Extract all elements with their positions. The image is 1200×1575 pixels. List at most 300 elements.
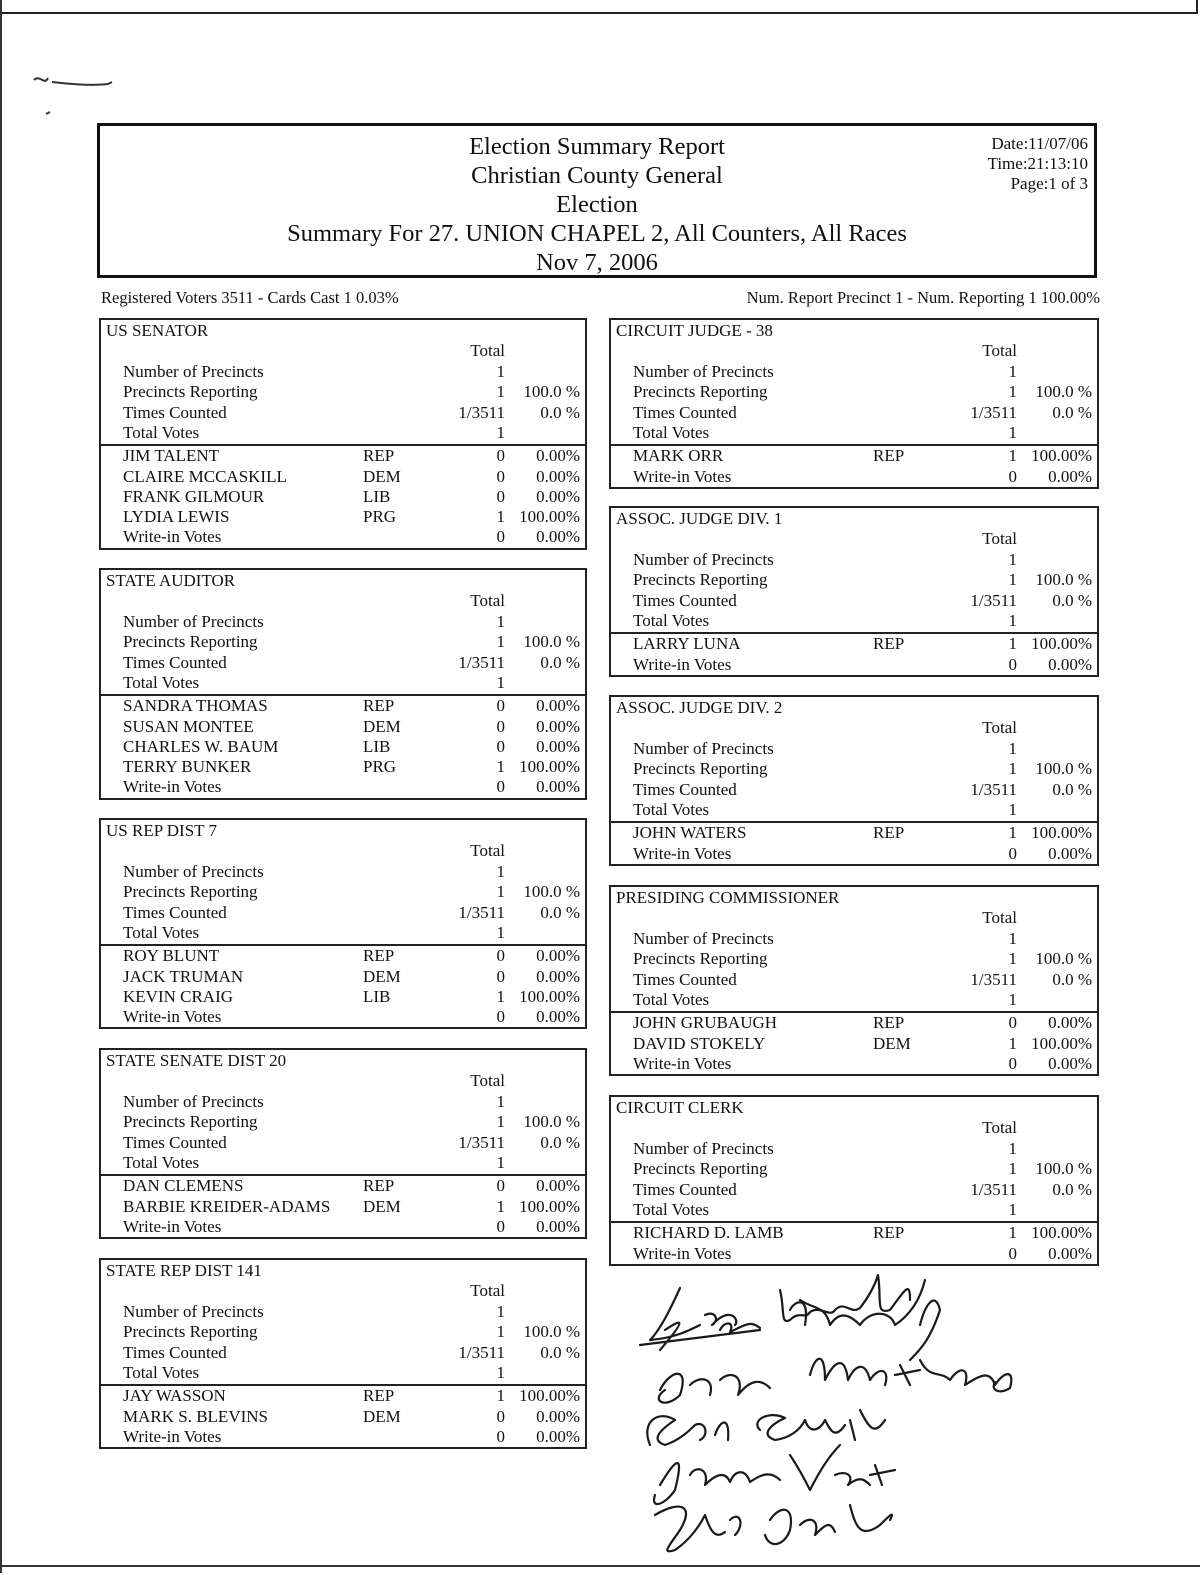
candidate-row [611,1244,1097,1264]
candidate-percent: 0.00% [536,716,580,736]
candidate-name: JACK TRUMAN [123,966,244,986]
stat-label: Precincts Reporting [123,1322,258,1342]
stat-label: Total Votes [123,922,200,942]
candidate-row [101,987,585,1007]
stat-value: 1 [1008,989,1017,1009]
candidate-percent: 100.00% [519,507,580,527]
stat-row [611,423,1097,443]
stat-value: 1/3511 [970,590,1017,610]
stat-row [611,611,1097,631]
candidate-name: ROY BLUNT [123,946,220,966]
candidate-votes: 1 [1008,1033,1017,1053]
stat-value: 1 [1008,799,1017,819]
race-title: US SENATOR [106,321,209,340]
candidate-percent: 0.00% [1048,843,1092,863]
stat-value: 1 [496,1362,505,1382]
candidate-row [611,1223,1097,1243]
candidate-votes: 0 [1008,1243,1017,1263]
candidate-name: SUSAN MONTEE [123,716,254,736]
race-title: PRESIDING COMMISSIONER [616,888,840,907]
stat-value: 1 [496,362,505,381]
stat-percent: 0.0 % [540,1342,580,1362]
stat-value: 1 [1008,362,1017,381]
signature-block [620,1270,1040,1570]
stat-percent: 100.0 % [1035,949,1092,969]
stat-value: 1 [496,882,505,902]
stat-label: Number of Precincts [633,362,774,381]
report-meta [988,134,1088,194]
total-column-header: Total [470,341,505,360]
stat-label: Total Votes [123,1152,200,1172]
candidate-name: LYDIA LEWIS [123,507,230,527]
candidate-party: REP [873,823,905,843]
candidate-party: DEM [363,1196,401,1216]
candidate-percent: 0.00% [536,1216,580,1236]
stat-row [101,423,585,443]
candidate-party: REP [363,946,395,966]
candidate-row [611,1013,1097,1033]
stat-value: 1/3511 [458,1342,505,1362]
stat-label: Times Counted [123,902,227,922]
candidate-row [101,507,585,527]
race-box [99,318,587,550]
candidate-percent: 0.00% [1048,1243,1092,1263]
stat-percent: 0.0 % [1052,969,1092,989]
stat-row [101,1153,585,1173]
candidate-party: LIB [363,986,391,1006]
stat-label: Precincts Reporting [123,1112,258,1132]
stat-row [101,362,585,382]
total-column-header: Total [470,591,505,610]
reporting-summary: Num. Report Precinct 1 - Num. Reporting 1 100.00% [746,288,1100,307]
candidate-percent: 100.00% [1031,634,1092,654]
stat-value: 1 [496,1152,505,1172]
candidate-votes: 1 [1008,1223,1017,1243]
stat-value: 1 [496,612,505,631]
candidate-party: LIB [363,486,391,506]
page-frame-top [0,0,1198,14]
candidate-row [101,1386,585,1406]
candidate-name: BARBIE KREIDER-ADAMS [123,1196,331,1216]
candidate-row [101,467,585,487]
race-title: CIRCUIT CLERK [616,1098,744,1117]
stat-value: 1/3511 [970,779,1017,799]
stat-label: Precincts Reporting [633,382,768,402]
candidate-percent: 100.00% [1031,446,1092,466]
candidate-name: Write-in Votes [123,527,222,547]
candidate-row [611,1034,1097,1054]
title-line: Election [556,191,638,218]
candidate-party: REP [363,1386,395,1406]
candidate-party: REP [873,634,905,654]
stat-label: Times Counted [633,969,737,989]
stat-label: Total Votes [633,422,710,442]
title-line: Nov 7, 2006 [536,249,658,276]
candidate-row [101,1217,585,1237]
race-title: US REP DIST 7 [106,821,217,840]
candidate-votes: 0 [496,446,505,466]
stat-value: 1/3511 [458,1132,505,1152]
candidate-percent: 0.00% [536,527,580,547]
candidate-percent: 0.00% [1048,1053,1092,1073]
stat-label: Number of Precincts [123,1092,264,1111]
race-box [609,318,1099,489]
stat-value: 1 [1008,929,1017,948]
candidate-row [101,967,585,987]
candidate-name: TERRY BUNKER [123,757,252,777]
candidate-row [101,777,585,797]
stat-label: Precincts Reporting [123,632,258,652]
report-time: Time:21:13:10 [987,154,1088,173]
stat-percent: 0.0 % [540,1132,580,1152]
candidate-votes: 0 [1008,843,1017,863]
candidate-percent: 100.00% [519,986,580,1006]
candidate-row [101,757,585,777]
stat-label: Total Votes [633,610,710,630]
candidate-name: CLAIRE MCCASKILL [123,466,287,486]
stat-percent: 100.0 % [523,382,580,402]
stat-row [611,591,1097,611]
candidate-party: DEM [363,716,401,736]
stat-row [611,550,1097,570]
stat-value: 1/3511 [458,402,505,422]
title-line: Christian County General [471,162,723,189]
candidate-votes: 0 [496,1007,505,1027]
stat-row [101,1133,585,1153]
candidate-percent: 0.00% [536,777,580,797]
candidate-party: PRG [363,757,397,777]
stat-value: 1 [1008,949,1017,969]
candidate-votes: 0 [496,777,505,797]
candidate-percent: 100.00% [1031,823,1092,843]
candidate-percent: 100.00% [1031,1033,1092,1053]
candidate-percent: 0.00% [1048,466,1092,486]
stat-percent: 0.0 % [1052,779,1092,799]
stat-row [611,570,1097,590]
stat-row [101,1112,585,1132]
stat-label: Times Counted [123,402,227,422]
stat-row [611,970,1097,990]
candidate-row [611,446,1097,466]
candidate-party: LIB [363,736,391,756]
stat-value: 1 [496,382,505,402]
stat-row [101,653,585,673]
stat-label: Precincts Reporting [633,1159,768,1179]
candidate-name: MARK S. BLEVINS [123,1406,268,1426]
stat-label: Number of Precincts [633,550,774,569]
title-line: Election Summary Report [469,133,725,160]
stat-row [101,403,585,423]
stat-row [101,1322,585,1342]
stat-row [101,382,585,402]
candidate-row [611,655,1097,675]
candidate-percent: 0.00% [536,466,580,486]
stat-percent: 100.0 % [523,1112,580,1132]
stat-label: Times Counted [633,402,737,422]
stat-value: 1 [1008,422,1017,442]
candidate-name: Write-in Votes [633,654,732,674]
candidate-votes: 1 [496,1196,505,1216]
candidate-percent: 0.00% [536,946,580,966]
stat-row [101,673,585,693]
candidate-votes: 1 [496,1386,505,1406]
candidate-name: JOHN GRUBAUGH [633,1013,778,1033]
stat-percent: 100.0 % [1035,1159,1092,1179]
stat-value: 1/3511 [970,1179,1017,1199]
stat-label: Number of Precincts [123,862,264,881]
stat-row [611,1180,1097,1200]
stat-row [611,759,1097,779]
stat-label: Number of Precincts [633,929,774,948]
candidate-row [101,717,585,737]
stat-row [101,862,585,882]
candidate-name: JAY WASSON [123,1386,226,1406]
stat-value: 1 [496,1302,505,1321]
candidate-row [611,467,1097,487]
candidate-votes: 0 [1008,1013,1017,1033]
race-box [609,506,1099,677]
candidate-party: REP [363,446,395,466]
candidate-percent: 0.00% [536,1176,580,1196]
candidate-votes: 0 [496,527,505,547]
candidate-row [611,844,1097,864]
candidate-votes: 1 [1008,634,1017,654]
stat-row [611,780,1097,800]
candidate-row [101,946,585,966]
stat-value: 1 [1008,1139,1017,1158]
candidate-name: Write-in Votes [633,466,732,486]
candidate-votes: 0 [496,486,505,506]
candidate-name: Write-in Votes [123,1216,222,1236]
candidate-row [101,527,585,547]
title-line: Summary For 27. UNION CHAPEL 2, All Counters, All Races [287,220,907,247]
candidate-row [101,696,585,716]
stat-percent: 100.0 % [523,1322,580,1342]
candidate-party: DEM [363,466,401,486]
race-title: STATE REP DIST 141 [106,1261,262,1280]
stat-value: 1 [496,922,505,942]
candidate-percent: 0.00% [536,696,580,716]
candidate-name: JOHN WATERS [633,823,747,843]
candidate-votes: 0 [496,966,505,986]
candidate-party: DEM [363,1406,401,1426]
candidate-votes: 0 [496,1216,505,1236]
stat-label: Times Counted [123,1342,227,1362]
stat-value: 1 [496,1112,505,1132]
report-page: Page:1 of 3 [1010,174,1088,193]
stat-percent: 100.0 % [1035,570,1092,590]
candidate-party: REP [873,446,905,466]
race-title: ASSOC. JUDGE DIV. 2 [616,698,783,717]
candidate-name: Write-in Votes [633,1053,732,1073]
race-box [609,885,1099,1076]
candidate-name: Write-in Votes [123,1007,222,1027]
stat-row [101,1363,585,1383]
candidate-percent: 0.00% [536,1406,580,1426]
candidate-votes: 1 [1008,823,1017,843]
candidate-votes: 1 [1008,446,1017,466]
stat-percent: 0.0 % [1052,590,1092,610]
stat-label: Times Counted [123,652,227,672]
candidate-votes: 0 [496,696,505,716]
stat-percent: 0.0 % [540,402,580,422]
stat-label: Precincts Reporting [633,570,768,590]
stat-label: Total Votes [123,422,200,442]
stat-percent: 100.0 % [523,882,580,902]
total-column-header: Total [982,341,1017,360]
total-column-header: Total [470,841,505,860]
stat-percent: 100.0 % [523,632,580,652]
stat-row [611,929,1097,949]
stat-row [611,403,1097,423]
candidate-percent: 0.00% [536,1007,580,1027]
candidate-percent: 0.00% [536,486,580,506]
stat-row [611,800,1097,820]
stat-row [101,903,585,923]
candidate-name: Write-in Votes [123,1426,222,1446]
stat-row [101,612,585,632]
stat-value: 1 [1008,570,1017,590]
total-column-header: Total [982,529,1017,548]
page-frame-left [0,0,2,1573]
stat-label: Total Votes [633,1199,710,1219]
candidate-percent: 100.00% [519,1196,580,1216]
candidate-row [611,1054,1097,1074]
stat-row [611,362,1097,382]
candidate-row [101,1197,585,1217]
candidate-votes: 0 [496,946,505,966]
candidate-row [101,1427,585,1447]
stat-label: Number of Precincts [633,739,774,758]
candidate-party: DEM [363,966,401,986]
stat-value: 1 [496,632,505,652]
total-column-header: Total [982,908,1017,927]
candidate-name: LARRY LUNA [633,634,741,654]
stat-label: Total Votes [123,672,200,692]
stat-value: 1 [496,862,505,881]
stat-value: 1 [1008,382,1017,402]
candidate-party: REP [873,1013,905,1033]
stat-value: 1 [1008,610,1017,630]
stat-percent: 0.0 % [1052,1179,1092,1199]
candidate-party: REP [363,1176,395,1196]
stat-row [611,382,1097,402]
race-box [99,568,587,800]
stat-label: Times Counted [123,1132,227,1152]
stat-row [611,949,1097,969]
stat-label: Times Counted [633,779,737,799]
candidate-row [101,1407,585,1427]
candidate-name: MARK ORR [633,446,724,466]
total-column-header: Total [470,1281,505,1300]
total-column-header: Total [470,1071,505,1090]
stat-value: 1 [496,422,505,442]
candidate-percent: 0.00% [1048,654,1092,674]
candidate-name: Write-in Votes [633,843,732,863]
candidate-votes: 1 [496,757,505,777]
stat-row [101,1343,585,1363]
candidate-name: KEVIN CRAIG [123,986,234,1006]
stat-row [611,739,1097,759]
stat-percent: 100.0 % [1035,382,1092,402]
report-date: Date:11/07/06 [991,134,1088,153]
stat-value: 1 [496,1092,505,1111]
candidate-name: JIM TALENT [123,446,220,466]
handwritten-signatures [620,1270,1040,1570]
candidate-party: REP [363,696,395,716]
stat-value: 1/3511 [970,402,1017,422]
stat-row [101,632,585,652]
stat-row [611,1139,1097,1159]
stat-value: 1 [496,672,505,692]
candidate-row [611,823,1097,843]
candidate-votes: 0 [496,466,505,486]
candidate-row [611,634,1097,654]
stat-value: 1 [496,1322,505,1342]
race-box [609,695,1099,866]
stat-value: 1 [1008,550,1017,569]
candidate-percent: 0.00% [536,966,580,986]
stat-row [101,1302,585,1322]
stat-label: Total Votes [633,989,710,1009]
stat-value: 1/3511 [458,652,505,672]
stat-value: 1 [1008,759,1017,779]
candidate-name: FRANK GILMOUR [123,486,265,506]
candidate-name: Write-in Votes [123,777,222,797]
candidate-votes: 0 [1008,1053,1017,1073]
stat-row [611,1200,1097,1220]
candidate-votes: 1 [496,507,505,527]
candidate-votes: 0 [496,1176,505,1196]
stat-percent: 0.0 % [540,652,580,672]
total-column-header: Total [982,1118,1017,1137]
stat-value: 1 [1008,739,1017,758]
stat-value: 1 [1008,1159,1017,1179]
candidate-name: DAN CLEMENS [123,1176,244,1196]
candidate-row [101,737,585,757]
candidate-votes: 0 [496,716,505,736]
race-title: STATE AUDITOR [106,571,236,590]
race-box [99,818,587,1029]
candidate-percent: 100.00% [519,757,580,777]
race-box [99,1258,587,1449]
candidate-name: DAVID STOKELY [633,1033,766,1053]
stat-label: Precincts Reporting [123,382,258,402]
candidate-votes: 0 [496,1426,505,1446]
race-title: STATE SENATE DIST 20 [106,1051,287,1070]
race-title: ASSOC. JUDGE DIV. 1 [616,509,783,528]
race-box [99,1048,587,1239]
candidate-votes: 1 [496,986,505,1006]
registered-voters-summary: Registered Voters 3511 - Cards Cast 1 0.03% [101,288,399,307]
stat-label: Times Counted [633,1179,737,1199]
stat-percent: 0.0 % [540,902,580,922]
stat-row [611,1159,1097,1179]
total-column-header: Total [982,718,1017,737]
report-header [97,123,1097,278]
stat-label: Precincts Reporting [123,882,258,902]
stat-label: Total Votes [633,799,710,819]
candidate-votes: 0 [1008,466,1017,486]
scan-mark [30,72,120,122]
candidate-percent: 0.00% [1048,1013,1092,1033]
stat-label: Number of Precincts [123,362,264,381]
report-title [100,132,1094,277]
stat-label: Precincts Reporting [633,949,768,969]
candidate-votes: 0 [1008,654,1017,674]
stat-label: Total Votes [123,1362,200,1382]
stat-label: Times Counted [633,590,737,610]
